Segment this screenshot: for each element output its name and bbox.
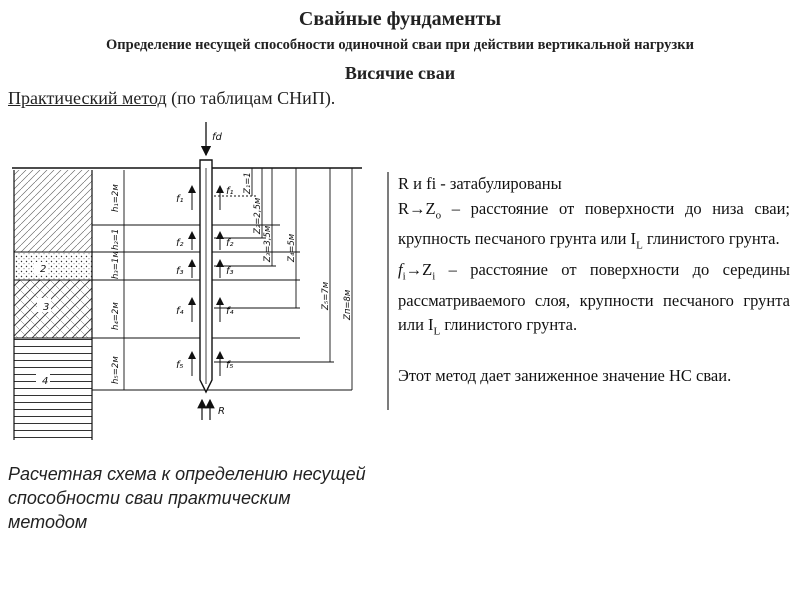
section-heading: Висячие сваи [344, 63, 456, 83]
thickness-label-4: h₄=2м [111, 302, 121, 330]
thickness-label-1: h₁=2м [111, 184, 121, 212]
note-base-resistance: $R\to Z_о$ – расстояние от поверхности до низа сваи; крупность песчаного грунта или $I_L$ глинистого грунта. [398, 198, 790, 252]
load-label: fd [212, 132, 222, 143]
force-right-5: f₅ [226, 360, 234, 371]
note-conclusion: Этот метод дает заниженное значение НС сваи. [398, 366, 732, 386]
note-tabulated: R и fi - затабулированы [398, 174, 562, 193]
thickness-label-3: h₃=1м [111, 251, 121, 279]
notes-block [398, 172, 790, 389]
layer-number-4: 4 [42, 376, 49, 387]
thickness-label-5: h₅=2м [111, 356, 121, 384]
base-resistance-label: R [218, 406, 225, 417]
method-name: Практический метод [8, 88, 167, 108]
force-right-1: f₁ [226, 186, 234, 197]
figure-caption: Расчетная схема к определению несущей способности сваи практическим методом [8, 464, 366, 532]
depth-label-4: Z₄=5м [287, 233, 297, 262]
soil-layer-4 [14, 338, 92, 440]
method-note: (по таблицам СНиП). [166, 88, 336, 108]
force-left-3: f₃ [176, 266, 184, 277]
page-title: Свайные фундаменты [298, 8, 502, 30]
soil-layer-3 [14, 280, 92, 338]
force-left-2: f₂ [176, 238, 184, 249]
force-right-4: f₄ [226, 306, 234, 317]
force-left-4: f₄ [176, 306, 184, 317]
force-left-1: f₁ [176, 194, 184, 205]
layer-number-3: 3 [43, 302, 50, 313]
soil-layer-1 [14, 170, 92, 252]
depth-label-5: Z₅=7м [321, 281, 331, 310]
page-subtitle: Определение несущей способности одиночной сваи при действии вертикальной нагрузки [106, 37, 694, 53]
depth-label-3: Z₃=3,5м [263, 225, 273, 262]
depth-label-1: Z₁=1 [243, 172, 253, 194]
thickness-label-2: h₂=1 [111, 228, 121, 250]
layer-number-2: 2 [40, 264, 47, 275]
force-left-5: f₅ [176, 360, 184, 371]
force-right-3: f₃ [226, 266, 234, 277]
soil-layer-2 [14, 252, 92, 280]
note-side-friction: $f_i\to Z_i$ – расстояние от поверхности до середины рассматриваемого слоя, крупности песчаного грунта или $I_L$ глинистого грунта. [398, 260, 790, 338]
depth-label-6: Zп=8м [343, 289, 353, 320]
depth-label-2: Z₂=2,5м [253, 197, 263, 234]
force-right-2: f₂ [226, 238, 234, 249]
